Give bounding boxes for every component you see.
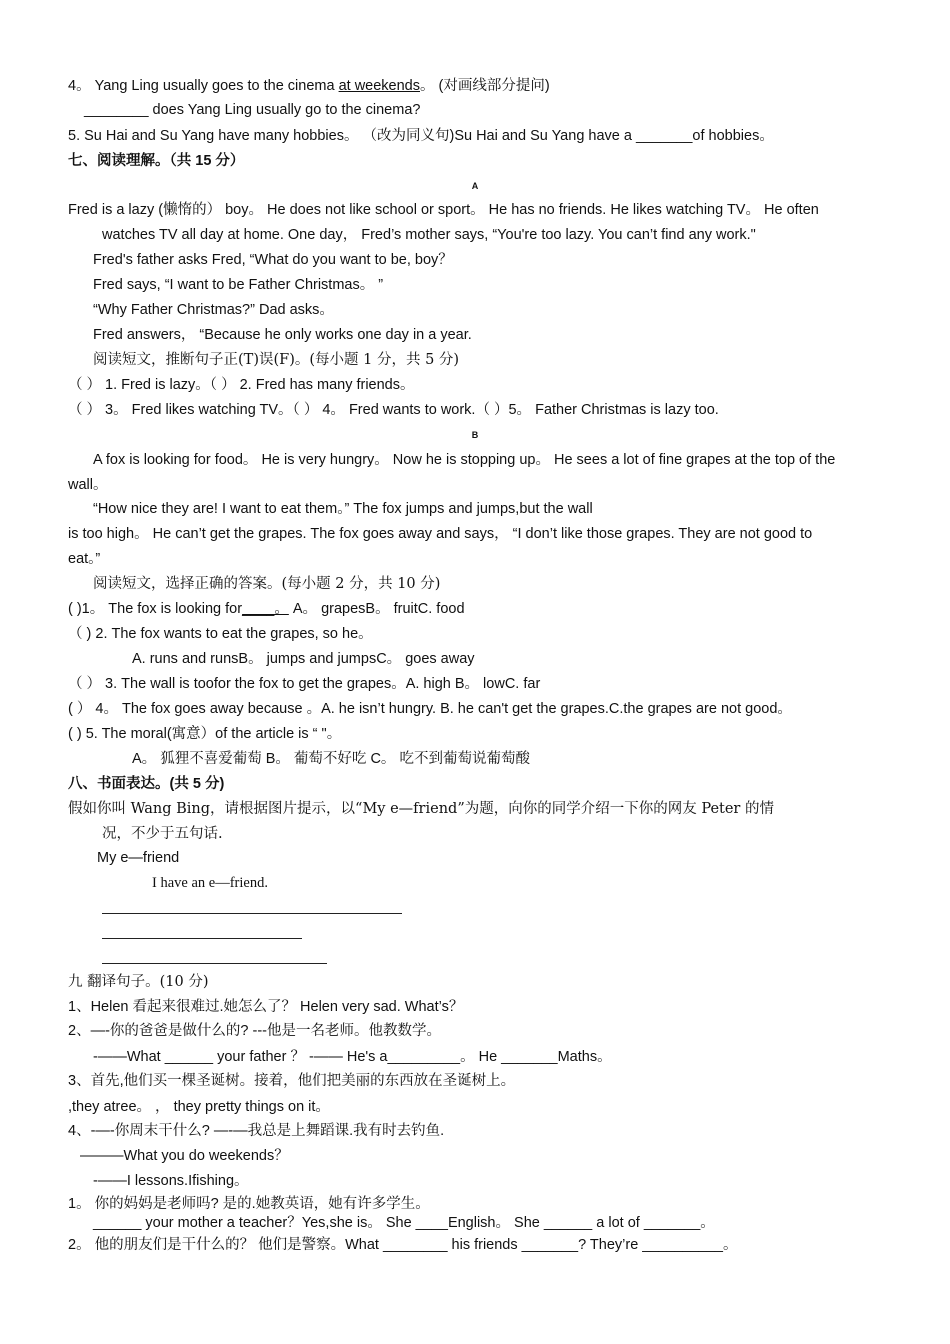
translation-answer: -——What ______ your father ？ -—— He's a_________。 He _______Maths。: [93, 1049, 612, 1065]
passage-a-line: Fred's father asks Fred, “What do you want to be, boy？: [93, 252, 453, 268]
writing-title: My e—friend: [97, 850, 180, 866]
passage-b-line: A fox is looking for food。 He is very hungry。 Now he is stopping up。 He sees a lot of fine grapes at the top of the: [93, 452, 836, 468]
question-4-answer: ________ does Yang Ling usually go to the cinema?: [84, 102, 421, 118]
translation-answer: ———What you do weekends？: [80, 1148, 289, 1164]
passage-a-line: Fred is a lazy (懒惰的） boy。 He does not like school or sport。 He has no friends. He likes watching TV。 He often: [68, 202, 819, 218]
writing-prompt: 况，不少于五句话.: [102, 826, 223, 842]
passage-a-line: Fred answers， “Because he only works one day in a year.: [93, 327, 472, 343]
translation-answer: ______ your mother a teacher？Yes,she is。 She ____English。 She ______ a lot of _______。: [93, 1215, 715, 1231]
mc-question-5-options: A。 狐狸不喜爱葡萄 B。 葡萄不好吃 C。 吃不到葡萄说葡萄酸: [132, 751, 530, 767]
question-4-line: 4。 Yang Ling usually goes to the cinema at weekends。 (对画线部分提问): [68, 78, 550, 94]
translation-item: 3、首先,他们买一棵圣诞树。接着，他们把美丽的东西放在圣诞树上。: [68, 1073, 516, 1089]
section-7-heading: 七、阅读理解。（共 15 分）: [68, 153, 245, 169]
writing-prompt: 假如你叫 Wang Bing，请根据图片提示，以“My e—friend”为题，向你的同学介绍一下你的网友 Peter 的情: [68, 801, 774, 817]
mc-question-2-options: A. runs and runsB。 jumps and jumpsC。 goes away: [132, 651, 475, 667]
passage-b-line: wall。: [68, 477, 108, 493]
translation-item: 2、—-你的爸爸是做什么的? ---他是一名老师。他教数学。: [68, 1023, 441, 1039]
section-9-heading: 九 翻译句子。(10 分): [68, 974, 209, 990]
underlined-phrase: at weekends: [338, 78, 420, 94]
passage-a-label: A: [471, 181, 479, 191]
tf-questions-row: （ ） 1. Fred is lazy。（ ） 2. Fred has many friends。: [68, 377, 415, 393]
passage-a-line: “Why Father Christmas?” Dad asks。: [93, 302, 334, 318]
writing-answer-line: [102, 913, 402, 914]
translation-answer: ,they atree。 ， they pretty things on it。: [68, 1099, 330, 1115]
passage-a-line: Fred says, “I want to be Father Christmas。 ”: [93, 277, 384, 293]
mc-question-3: （ ） 3. The wall is toofor the fox to get the grapes。A. high B。 lowC. far: [68, 676, 541, 692]
mc-question-1: ( )1。 The fox is looking for____。 A。 grapesB。 fruitC. food: [68, 601, 465, 617]
passage-a-instructions: 阅读短文，推断句子正(T)误(F)。(每小题 1 分，共 5 分): [93, 352, 460, 368]
writing-answer-line: [102, 963, 327, 964]
writing-first-sentence: I have an e—friend.: [152, 875, 268, 891]
passage-a-line: watches TV all day at home. One day， Fred’s mother says, “You're too lazy. You can’t find any work.": [102, 227, 756, 243]
passage-b-line: “How nice they are! I want to eat them。” The fox jumps and jumps,but the wall: [93, 501, 593, 517]
mc-question-4: ( ） 4。 The fox goes away because 。A. he isn’t hungry. B. he can't get the grapes.C.the grapes are not good。: [68, 701, 792, 717]
mc-question-2: （ ) 2. The fox wants to eat the grapes, so he。: [68, 626, 373, 642]
tf-questions-row: （ ） 3。 Fred likes watching TV。（ ） 4。 Fred wants to work.（ ）5。 Father Christmas is lazy too.: [68, 402, 719, 418]
mc-question-5: ( ) 5. The moral(寓意）of the article is “ "。: [68, 726, 342, 742]
translation-item: 1、Helen 看起来很难过.她怎么了？ Helen very sad. What’s？: [68, 999, 464, 1015]
writing-answer-line: [102, 938, 302, 939]
translation-item: 1。 你的妈妈是老师吗? 是的.她教英语，她有许多学生。: [68, 1196, 430, 1212]
translation-item: 2。 他的朋友们是干什么的？ 他们是警察。What ________ his friends _______? They’re __________。: [68, 1237, 738, 1253]
passage-b-instructions: 阅读短文，选择正确的答案。(每小题 2 分，共 10 分): [93, 576, 441, 592]
section-8-heading: 八、书面表达。(共 5 分): [68, 776, 225, 792]
question-5-line: 5. Su Hai and Su Yang have many hobbies。 （改为同义句)Su Hai and Su Yang have a _______of hobbies。: [68, 128, 774, 144]
translation-answer: -——I lessons.Ifishing。: [93, 1173, 249, 1189]
passage-b-line: is too high。 He can’t get the grapes. The fox goes away and says， “I don’t like those grapes. They are not good to: [68, 526, 813, 542]
translation-item: 4、-—-你周末干什么? —-—我总是上舞蹈课.我有时去钓鱼.: [68, 1123, 445, 1139]
passage-b-line: eat。”: [68, 551, 101, 567]
answer-blank: ____。: [242, 601, 289, 617]
passage-b-label: B: [471, 430, 479, 440]
